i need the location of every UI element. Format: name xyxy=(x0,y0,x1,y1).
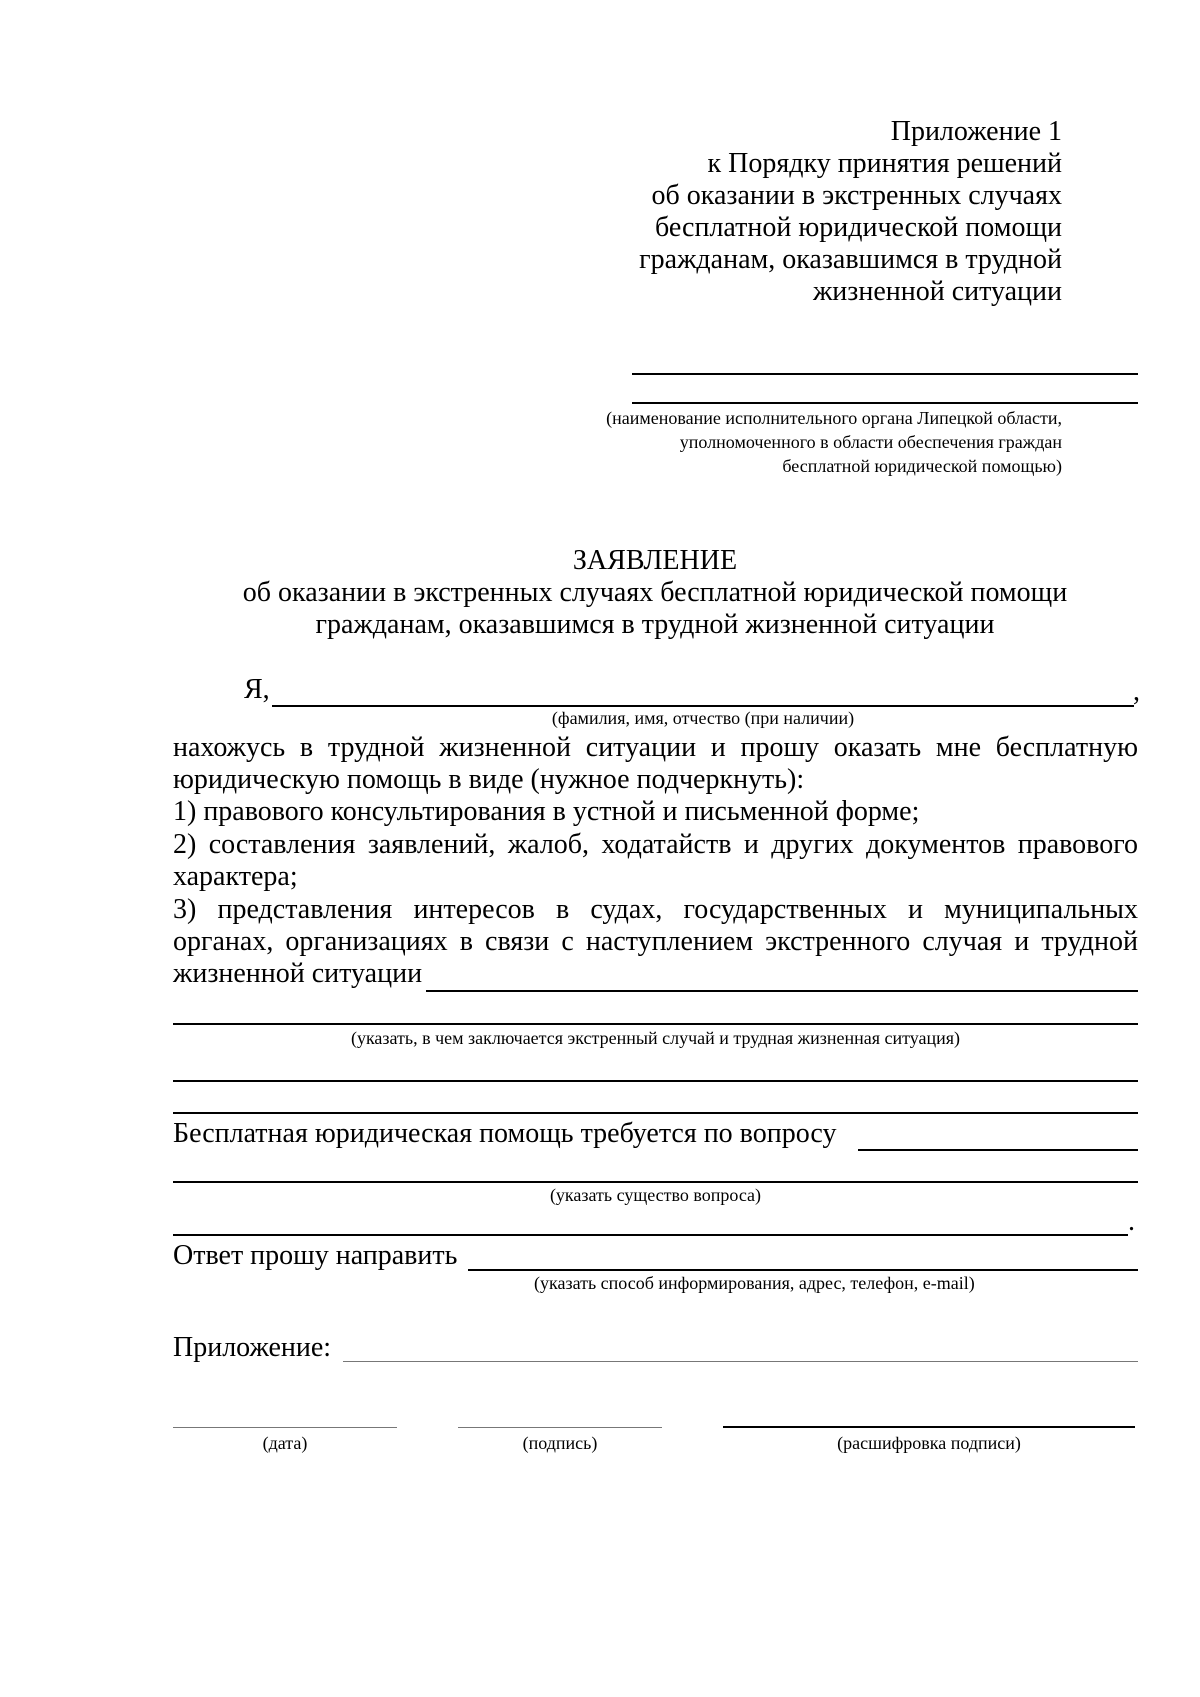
body-line-2: юридическую помощь в виде (нужное подчеркнуть): xyxy=(173,764,805,795)
option-2[interactable]: 2) составления заявлений, жалоб, ходатайств и других документов правового xyxy=(173,829,1138,860)
signature-hint: (подпись) xyxy=(522,1433,598,1453)
option-1[interactable]: 1) правового консультирования в устной и письменной форме; xyxy=(173,796,920,827)
addressee-line-2[interactable] xyxy=(632,402,1138,404)
situation-field-line-1[interactable] xyxy=(426,990,1138,992)
document-title: ЗАЯВЛЕНИЕ xyxy=(572,545,738,576)
appendix-line-6: жизненной ситуации xyxy=(812,276,1062,307)
question-field-line-2[interactable] xyxy=(173,1181,1138,1183)
attachment-label: Приложение: xyxy=(173,1332,332,1363)
date-hint: (дата) xyxy=(262,1433,308,1453)
addressee-line-1[interactable] xyxy=(632,373,1138,375)
appendix-line-2: к Порядку принятия решений xyxy=(707,148,1062,179)
reply-label: Ответ прошу направить xyxy=(173,1240,458,1271)
signature-decode-field[interactable] xyxy=(723,1426,1135,1428)
option-2-cont[interactable]: характера; xyxy=(173,861,298,892)
document-subtitle-2: гражданам, оказавшимся в трудной жизненной ситуации xyxy=(315,609,995,640)
applicant-prefix: Я, xyxy=(244,674,270,705)
option-3[interactable]: 3) представления интересов в судах, государственных и муниципальных xyxy=(173,894,1138,925)
appendix-line-5: гражданам, оказавшимся в трудной xyxy=(639,244,1062,275)
document-subtitle-1: об оказании в экстренных случаях бесплатной юридической помощи xyxy=(242,577,1068,608)
appendix-line-3: об оказании в экстренных случаях xyxy=(651,180,1062,211)
option-3-cont-2[interactable]: жизненной ситуации xyxy=(173,958,423,989)
addressee-hint-3: бесплатной юридической помощью) xyxy=(782,456,1062,476)
question-hint: (указать существо вопроса) xyxy=(549,1185,762,1205)
applicant-suffix: , xyxy=(1133,676,1140,707)
date-field[interactable] xyxy=(173,1427,397,1428)
option-3-cont-1[interactable]: органах, организациях в связи с наступлением экстренного случая и трудной xyxy=(173,926,1138,957)
question-end: . xyxy=(1128,1206,1135,1237)
situation-field-line-4[interactable] xyxy=(173,1112,1138,1114)
situation-hint: (указать, в чем заключается экстренный случай и трудная жизненная ситуация) xyxy=(350,1028,961,1048)
question-label: Бесплатная юридическая помощь требуется по вопросу xyxy=(173,1118,837,1149)
reply-field[interactable] xyxy=(468,1269,1138,1271)
reply-hint: (указать способ информирования, адрес, телефон, e-mail) xyxy=(534,1273,975,1293)
signature-field[interactable] xyxy=(458,1427,662,1428)
situation-field-line-2[interactable] xyxy=(173,1023,1138,1025)
question-field-line-3[interactable] xyxy=(173,1234,1128,1236)
addressee-hint-2: уполномоченного в области обеспечения граждан xyxy=(679,432,1062,452)
attachment-field[interactable] xyxy=(343,1361,1138,1362)
question-field-line-1[interactable] xyxy=(858,1149,1138,1151)
addressee-hint-1: (наименование исполнительного органа Липецкой области, xyxy=(606,408,1062,428)
signature-decode-hint: (расшифровка подписи) xyxy=(837,1433,1021,1453)
situation-field-line-3[interactable] xyxy=(173,1080,1138,1082)
appendix-line-1: Приложение 1 xyxy=(890,116,1062,147)
applicant-name-hint: (фамилия, имя, отчество (при наличии) xyxy=(551,708,855,728)
body-line-1: нахожусь в трудной жизненной ситуации и прошу оказать мне бесплатную xyxy=(173,732,1138,763)
appendix-line-4: бесплатной юридической помощи xyxy=(655,212,1062,243)
